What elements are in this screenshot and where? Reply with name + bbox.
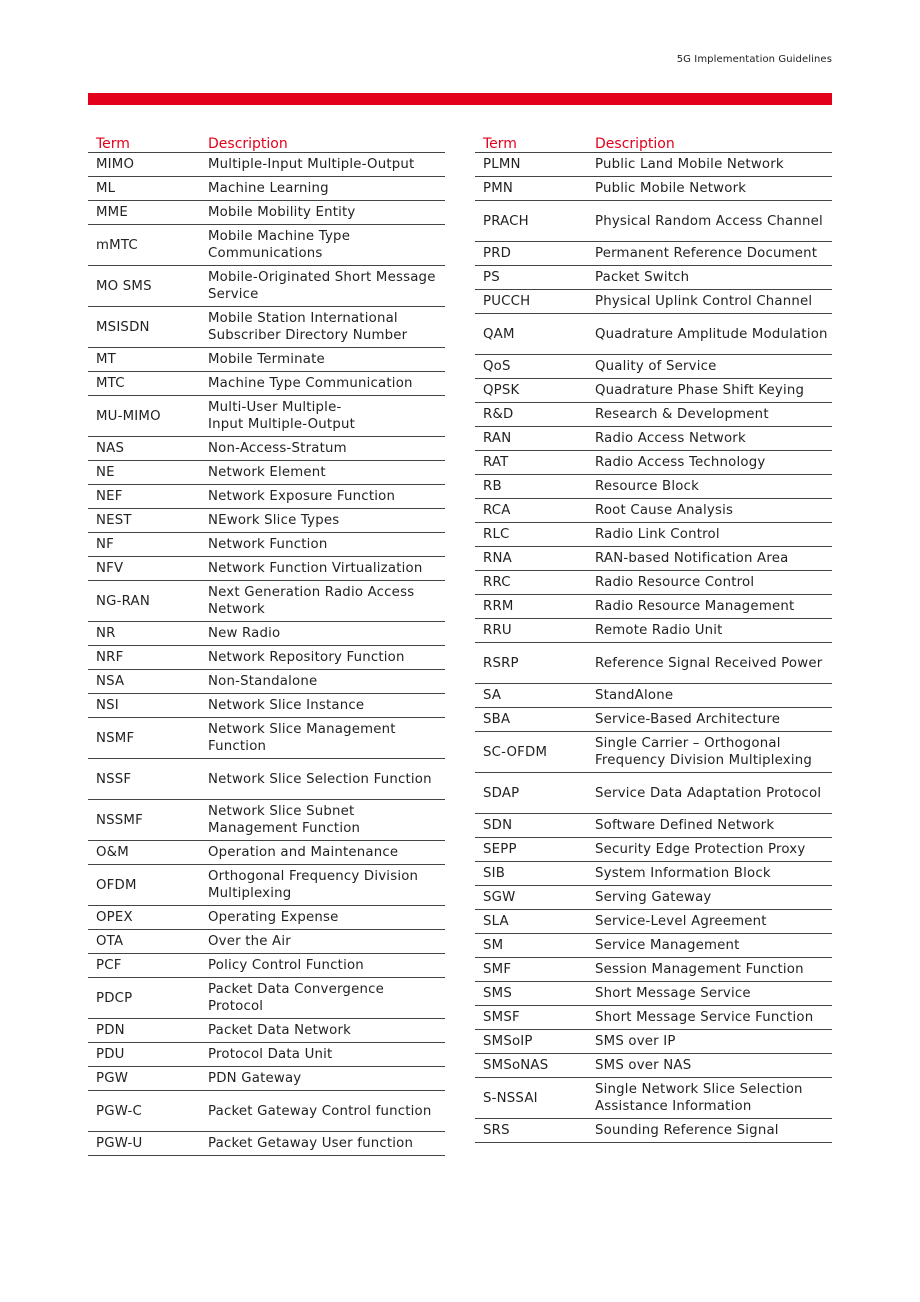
table-row (475, 266, 832, 290)
term-cell: PLMN (475, 153, 587, 177)
description-cell: Reference Signal Received Power (587, 643, 832, 684)
table-row (88, 906, 445, 930)
term-cell: MME (88, 201, 200, 225)
table-row (88, 533, 445, 557)
term-cell: SBA (475, 708, 587, 732)
table-row (475, 314, 832, 355)
term-cell: SEPP (475, 838, 587, 862)
term-cell: NG-RAN (88, 581, 200, 622)
description-cell: Packet Switch (587, 266, 832, 290)
description-cell: New Radio (200, 622, 445, 646)
description-cell: Multi-User Multiple- Input Multiple-Output (200, 396, 445, 437)
description-cell: Software Defined Network (587, 814, 832, 838)
term-cell: SMSF (475, 1006, 587, 1030)
description-cell: Operation and Maintenance (200, 841, 445, 865)
table-row (88, 646, 445, 670)
description-cell: Non-Access-Stratum (200, 437, 445, 461)
description-cell: Network Element (200, 461, 445, 485)
term-cell: R&D (475, 403, 587, 427)
term-header: Term (475, 133, 587, 153)
term-cell: NEST (88, 509, 200, 533)
table-row (475, 643, 832, 684)
table-row (475, 451, 832, 475)
term-cell: SDN (475, 814, 587, 838)
description-cell: Mobile Station International Subscriber Directory Number (200, 307, 445, 348)
term-cell: RNA (475, 547, 587, 571)
description-cell: Network Repository Function (200, 646, 445, 670)
description-cell: Network Exposure Function (200, 485, 445, 509)
term-cell: PDN (88, 1019, 200, 1043)
description-cell: Radio Resource Control (587, 571, 832, 595)
term-cell: SMS (475, 982, 587, 1006)
term-cell: NSA (88, 670, 200, 694)
term-cell: SGW (475, 886, 587, 910)
term-header: Term (88, 133, 200, 153)
description-cell: Network Slice Subnet Management Function (200, 800, 445, 841)
description-cell: Security Edge Protection Proxy (587, 838, 832, 862)
description-cell: SMS over IP (587, 1030, 832, 1054)
table-row (475, 619, 832, 643)
term-cell: NSSF (88, 759, 200, 800)
term-cell: OFDM (88, 865, 200, 906)
table-row (88, 437, 445, 461)
term-cell: OTA (88, 930, 200, 954)
left-table (88, 133, 445, 1156)
table-row (475, 201, 832, 242)
description-cell: Machine Type Communication (200, 372, 445, 396)
table-row (475, 290, 832, 314)
term-cell: SIB (475, 862, 587, 886)
description-cell: Physical Uplink Control Channel (587, 290, 832, 314)
table-row (88, 1043, 445, 1067)
description-cell: Mobile Machine Type Communications (200, 225, 445, 266)
table-row (88, 865, 445, 906)
table-row (88, 372, 445, 396)
term-cell: SMSoNAS (475, 1054, 587, 1078)
table-row (88, 201, 445, 225)
table-row (88, 841, 445, 865)
left-table-body (88, 153, 445, 1156)
table-row (475, 708, 832, 732)
term-cell: RB (475, 475, 587, 499)
term-cell: PDU (88, 1043, 200, 1067)
table-row (475, 732, 832, 773)
table-row (88, 485, 445, 509)
term-cell: PS (475, 266, 587, 290)
description-cell: Non-Standalone (200, 670, 445, 694)
table-row (475, 958, 832, 982)
term-cell: PDCP (88, 978, 200, 1019)
description-cell: Public Land Mobile Network (587, 153, 832, 177)
term-cell: NFV (88, 557, 200, 581)
term-cell: NRF (88, 646, 200, 670)
table-row (88, 622, 445, 646)
table-row (88, 800, 445, 841)
term-cell: PGW-U (88, 1132, 200, 1156)
description-cell: Packet Data Convergence Protocol (200, 978, 445, 1019)
term-cell: MTC (88, 372, 200, 396)
description-cell: Multiple-Input Multiple-Output (200, 153, 445, 177)
description-cell: Quadrature Amplitude Modulation (587, 314, 832, 355)
table-row (475, 838, 832, 862)
term-cell: PGW-C (88, 1091, 200, 1132)
term-cell: SDAP (475, 773, 587, 814)
table-row (475, 177, 832, 201)
table-row (88, 930, 445, 954)
term-cell: RSRP (475, 643, 587, 684)
term-cell: QoS (475, 355, 587, 379)
glossary-table-right (475, 133, 832, 1143)
description-cell: Quality of Service (587, 355, 832, 379)
description-cell: Network Slice Instance (200, 694, 445, 718)
table-row (475, 1030, 832, 1054)
description-cell: Single Network Slice Selection Assistance Information (587, 1078, 832, 1119)
table-row (475, 684, 832, 708)
term-cell: MO SMS (88, 266, 200, 307)
table-row (88, 581, 445, 622)
description-cell: Packet Gateway Control function (200, 1091, 445, 1132)
description-cell: Orthogonal Frequency Division Multiplexing (200, 865, 445, 906)
term-cell: SMF (475, 958, 587, 982)
table-row (88, 1132, 445, 1156)
table-row (88, 396, 445, 437)
table-row (475, 499, 832, 523)
right-table-body (475, 153, 832, 1143)
description-cell: System Information Block (587, 862, 832, 886)
term-cell: mMTC (88, 225, 200, 266)
description-cell: Service-Based Architecture (587, 708, 832, 732)
description-cell: Radio Access Technology (587, 451, 832, 475)
description-header: Description (200, 133, 445, 153)
table-row (475, 934, 832, 958)
term-cell: OPEX (88, 906, 200, 930)
table-row (475, 153, 832, 177)
term-cell: PMN (475, 177, 587, 201)
term-cell: RAT (475, 451, 587, 475)
description-cell: Radio Resource Management (587, 595, 832, 619)
table-row (88, 153, 445, 177)
description-cell: Physical Random Access Channel (587, 201, 832, 242)
table-row (88, 1019, 445, 1043)
description-cell: Service Data Adaptation Protocol (587, 773, 832, 814)
term-cell: NEF (88, 485, 200, 509)
description-cell: Packet Getaway User function (200, 1132, 445, 1156)
description-cell: Next Generation Radio Access Network (200, 581, 445, 622)
table-row (88, 509, 445, 533)
table-row (88, 225, 445, 266)
term-cell: RRU (475, 619, 587, 643)
term-cell: NSI (88, 694, 200, 718)
table-row (475, 475, 832, 499)
table-row (475, 427, 832, 451)
table-row (475, 242, 832, 266)
term-cell: NR (88, 622, 200, 646)
term-cell: PGW (88, 1067, 200, 1091)
term-cell: RAN (475, 427, 587, 451)
description-cell: Root Cause Analysis (587, 499, 832, 523)
term-cell: NSMF (88, 718, 200, 759)
term-cell: SC-OFDM (475, 732, 587, 773)
table-row (88, 759, 445, 800)
term-cell: MU-MIMO (88, 396, 200, 437)
description-cell: NEwork Slice Types (200, 509, 445, 533)
table-row (475, 571, 832, 595)
description-cell: Mobile Terminate (200, 348, 445, 372)
table-row (475, 1078, 832, 1119)
description-cell: Network Function Virtualization (200, 557, 445, 581)
term-cell: RLC (475, 523, 587, 547)
description-cell: Operating Expense (200, 906, 445, 930)
glossary-table-left (88, 133, 445, 1156)
description-cell: StandAlone (587, 684, 832, 708)
table-row (475, 595, 832, 619)
term-cell: MT (88, 348, 200, 372)
description-cell: Protocol Data Unit (200, 1043, 445, 1067)
table-row (88, 266, 445, 307)
term-cell: NF (88, 533, 200, 557)
table-row (88, 177, 445, 201)
table-row (475, 773, 832, 814)
term-cell: SRS (475, 1119, 587, 1143)
term-cell: QPSK (475, 379, 587, 403)
right-table-header-row (475, 133, 832, 153)
description-cell: Sounding Reference Signal (587, 1119, 832, 1143)
description-cell: Session Management Function (587, 958, 832, 982)
description-cell: Service-Level Agreement (587, 910, 832, 934)
description-cell: Radio Access Network (587, 427, 832, 451)
table-row (88, 348, 445, 372)
description-header: Description (587, 133, 832, 153)
description-cell: Resource Block (587, 475, 832, 499)
term-cell: SMSoIP (475, 1030, 587, 1054)
term-cell: SLA (475, 910, 587, 934)
term-cell: PRACH (475, 201, 587, 242)
description-cell: Permanent Reference Document (587, 242, 832, 266)
term-cell: O&M (88, 841, 200, 865)
description-cell: Service Management (587, 934, 832, 958)
term-cell: MSISDN (88, 307, 200, 348)
description-cell: Machine Learning (200, 177, 445, 201)
table-row (475, 403, 832, 427)
table-row (88, 718, 445, 759)
table-row (475, 523, 832, 547)
description-cell: Radio Link Control (587, 523, 832, 547)
table-row (88, 670, 445, 694)
term-cell: NAS (88, 437, 200, 461)
table-row (88, 978, 445, 1019)
term-cell: ML (88, 177, 200, 201)
description-cell: Network Slice Management Function (200, 718, 445, 759)
term-cell: QAM (475, 314, 587, 355)
table-row (88, 1091, 445, 1132)
description-cell: SMS over NAS (587, 1054, 832, 1078)
table-row (475, 1054, 832, 1078)
term-cell: S-NSSAI (475, 1078, 587, 1119)
description-cell: Research & Development (587, 403, 832, 427)
table-row (475, 547, 832, 571)
term-cell: RRM (475, 595, 587, 619)
description-cell: Serving Gateway (587, 886, 832, 910)
description-cell: Quadrature Phase Shift Keying (587, 379, 832, 403)
description-cell: PDN Gateway (200, 1067, 445, 1091)
term-cell: PUCCH (475, 290, 587, 314)
table-row (88, 954, 445, 978)
table-row (88, 694, 445, 718)
term-cell: MIMO (88, 153, 200, 177)
description-cell: Single Carrier – Orthogonal Frequency Division Multiplexing (587, 732, 832, 773)
table-row (88, 461, 445, 485)
table-row (88, 307, 445, 348)
term-cell: NSSMF (88, 800, 200, 841)
term-cell: PRD (475, 242, 587, 266)
description-cell: Short Message Service (587, 982, 832, 1006)
description-cell: Short Message Service Function (587, 1006, 832, 1030)
description-cell: RAN-based Notification Area (587, 547, 832, 571)
description-cell: Mobile-Originated Short Message Service (200, 266, 445, 307)
running-title: 5G Implementation Guidelines (676, 54, 832, 65)
table-row (475, 379, 832, 403)
right-table (475, 133, 832, 1143)
table-row (475, 355, 832, 379)
table-row (475, 910, 832, 934)
term-cell: RRC (475, 571, 587, 595)
term-cell: PCF (88, 954, 200, 978)
description-cell: Packet Data Network (200, 1019, 445, 1043)
description-cell: Remote Radio Unit (587, 619, 832, 643)
description-cell: Over the Air (200, 930, 445, 954)
description-cell: Public Mobile Network (587, 177, 832, 201)
description-cell: Mobile Mobility Entity (200, 201, 445, 225)
left-table-header-row (88, 133, 445, 153)
table-row (475, 814, 832, 838)
term-cell: RCA (475, 499, 587, 523)
table-row (88, 557, 445, 581)
term-cell: SA (475, 684, 587, 708)
table-row (88, 1067, 445, 1091)
table-row (475, 886, 832, 910)
term-cell: NE (88, 461, 200, 485)
table-row (475, 1006, 832, 1030)
term-cell: SM (475, 934, 587, 958)
description-cell: Network Slice Selection Function (200, 759, 445, 800)
table-row (475, 982, 832, 1006)
table-row (475, 1119, 832, 1143)
description-cell: Policy Control Function (200, 954, 445, 978)
header-accent-bar (88, 93, 832, 105)
table-row (475, 862, 832, 886)
description-cell: Network Function (200, 533, 445, 557)
